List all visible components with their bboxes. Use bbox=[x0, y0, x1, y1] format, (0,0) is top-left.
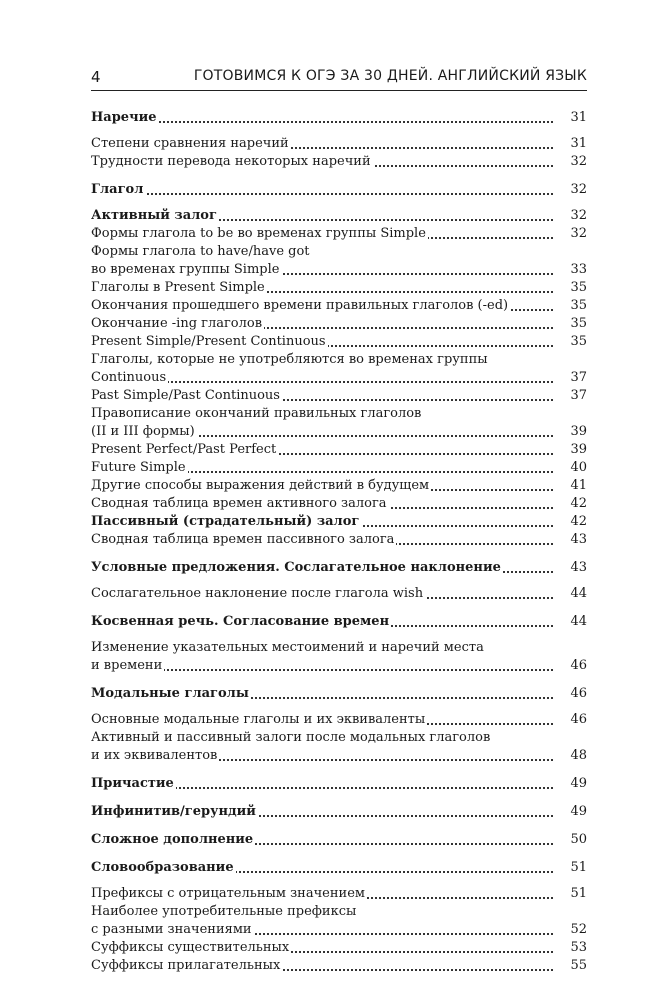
toc-entry bbox=[91, 803, 587, 821]
toc-page-number: 37 bbox=[566, 369, 587, 387]
toc-page-number: 49 bbox=[566, 775, 587, 793]
toc-entry bbox=[91, 279, 587, 297]
page-header bbox=[91, 68, 587, 90]
toc-entry bbox=[91, 939, 587, 957]
toc-entry-title: Глагол bbox=[91, 182, 144, 197]
toc-entry bbox=[91, 351, 587, 369]
toc-entry-title: (II и III формы) bbox=[91, 424, 195, 439]
toc-entry-title: Активный залог bbox=[91, 208, 217, 223]
toc-entry-title: Наречие bbox=[91, 110, 157, 125]
toc-entry bbox=[91, 181, 587, 199]
toc-entry-title: Continuous bbox=[91, 370, 167, 385]
toc-entry-title: Суффиксы существительных bbox=[91, 940, 290, 955]
toc-page-number: 32 bbox=[566, 181, 587, 199]
toc-entry bbox=[91, 859, 587, 877]
toc-entry-title: Пассивный (страдательный) залог bbox=[91, 514, 360, 529]
toc-page-number: 46 bbox=[566, 711, 587, 729]
toc-entry-title: Префиксы с отрицательным значением bbox=[91, 886, 366, 901]
toc-entry-title: Причастие bbox=[91, 776, 174, 791]
toc-entry-title: и их эквивалентов bbox=[91, 748, 218, 763]
toc-entry bbox=[91, 903, 587, 921]
toc-page-number: 35 bbox=[566, 297, 587, 315]
toc-entry bbox=[91, 657, 587, 675]
toc-entry bbox=[91, 513, 587, 531]
toc-entry-title: Активный и пассивный залоги после модальных глаголов bbox=[91, 730, 491, 745]
toc-entry-title: Сложное дополнение bbox=[91, 832, 254, 847]
toc-page-number: 44 bbox=[566, 585, 587, 603]
toc-page-number: 32 bbox=[566, 153, 587, 171]
toc-page-number: 43 bbox=[566, 531, 587, 549]
toc-page-number: 51 bbox=[566, 885, 587, 903]
toc-entry bbox=[91, 531, 587, 549]
running-title: ГОТОВИМСЯ К ОГЭ ЗА 30 ДНЕЙ. АНГЛИЙСКИЙ ЯЗЫК bbox=[193, 68, 587, 84]
toc-entry bbox=[91, 957, 587, 975]
toc-entry bbox=[91, 685, 587, 703]
toc-entry-title: Формы глагола to be во временах группы Simple bbox=[91, 226, 426, 241]
toc-entry-title: Основные модальные глаголы и их эквиваленты bbox=[91, 712, 426, 727]
toc-page-number: 49 bbox=[566, 803, 587, 821]
toc-page-number: 42 bbox=[566, 495, 587, 513]
toc-entry-title: во временах группы Simple bbox=[91, 262, 280, 277]
toc-entry bbox=[91, 315, 587, 333]
toc-entry bbox=[91, 225, 587, 243]
toc-entry-title: Другие способы выражения действий в будущем bbox=[91, 478, 430, 493]
toc-page-number: 31 bbox=[566, 135, 587, 153]
toc-entry-title: Словообразование bbox=[91, 860, 234, 875]
toc-page-number: 46 bbox=[566, 685, 587, 703]
toc-entry-title: Present Simple/Present Continuous bbox=[91, 334, 326, 349]
toc-page-number: 52 bbox=[566, 921, 587, 939]
toc-entry-title: Окончание -ing глаголов bbox=[91, 316, 263, 331]
toc-entry bbox=[91, 441, 587, 459]
toc-entry bbox=[91, 729, 587, 747]
toc-entry bbox=[91, 369, 587, 387]
toc-page-number: 32 bbox=[566, 225, 587, 243]
toc-entry bbox=[91, 207, 587, 225]
toc-entry-title: Future Simple bbox=[91, 460, 186, 475]
dot-leader bbox=[91, 121, 553, 123]
toc-entry bbox=[91, 459, 587, 477]
toc-entry bbox=[91, 109, 587, 127]
toc-entry-title: Наиболее употребительные префиксы bbox=[91, 904, 357, 919]
toc-page-number: 31 bbox=[566, 109, 587, 127]
toc-entry-title: Сослагательное наклонение после глагола wish bbox=[91, 586, 424, 601]
toc-page-number: 44 bbox=[566, 613, 587, 631]
table-of-contents bbox=[91, 109, 587, 975]
toc-entry bbox=[91, 921, 587, 939]
toc-entry-title: Окончания прошедшего времени правильных глаголов (-ed) bbox=[91, 298, 509, 313]
toc-page-number: 37 bbox=[566, 387, 587, 405]
toc-entry bbox=[91, 153, 587, 171]
toc-entry-title: и времени bbox=[91, 658, 163, 673]
toc-entry-title: Глаголы, которые не употребляются во временах группы bbox=[91, 352, 488, 367]
toc-entry bbox=[91, 885, 587, 903]
toc-entry bbox=[91, 775, 587, 793]
toc-entry bbox=[91, 477, 587, 495]
toc-entry-title: Суффиксы прилагательных bbox=[91, 958, 281, 973]
toc-entry bbox=[91, 639, 587, 657]
toc-entry bbox=[91, 387, 587, 405]
toc-page-number: 32 bbox=[566, 207, 587, 225]
toc-page-number: 55 bbox=[566, 957, 587, 975]
toc-page-number: 39 bbox=[566, 441, 587, 459]
toc-entry-title: Степени сравнения наречий bbox=[91, 136, 289, 151]
toc-page-number: 40 bbox=[566, 459, 587, 477]
toc-entry bbox=[91, 333, 587, 351]
toc-entry-title: с разными значениями bbox=[91, 922, 252, 937]
toc-page-number: 35 bbox=[566, 333, 587, 351]
toc-entry-title: Трудности перевода некоторых наречий bbox=[91, 154, 371, 169]
toc-entry-title: Present Perfect/Past Perfect bbox=[91, 442, 277, 457]
toc-entry bbox=[91, 747, 587, 765]
page-number: 4 bbox=[91, 68, 101, 86]
toc-entry bbox=[91, 243, 587, 261]
toc-entry-title: Косвенная речь. Согласование времен bbox=[91, 614, 390, 629]
toc-entry bbox=[91, 711, 587, 729]
toc-entry bbox=[91, 423, 587, 441]
toc-entry-title: Правописание окончаний правильных глаголов bbox=[91, 406, 422, 421]
toc-entry bbox=[91, 495, 587, 513]
toc-page-number: 35 bbox=[566, 279, 587, 297]
toc-page-number: 33 bbox=[566, 261, 587, 279]
toc-entry-title: Глаголы в Present Simple bbox=[91, 280, 265, 295]
toc-entry-title: Сводная таблица времен пассивного залога bbox=[91, 532, 395, 547]
header-rule bbox=[91, 90, 587, 91]
toc-entry-title: Инфинитив/герундий bbox=[91, 804, 256, 819]
toc-page-number: 53 bbox=[566, 939, 587, 957]
toc-entry-title: Формы глагола to have/have got bbox=[91, 244, 310, 259]
toc-page-number: 43 bbox=[566, 559, 587, 577]
toc-page-number: 50 bbox=[566, 831, 587, 849]
toc-page-number: 35 bbox=[566, 315, 587, 333]
toc-page-number: 48 bbox=[566, 747, 587, 765]
toc-page-number: 42 bbox=[566, 513, 587, 531]
toc-entry-title: Модальные глаголы bbox=[91, 686, 249, 701]
toc-entry bbox=[91, 613, 587, 631]
toc-entry bbox=[91, 135, 587, 153]
toc-entry bbox=[91, 297, 587, 315]
toc-page-number: 41 bbox=[566, 477, 587, 495]
toc-entry-title: Past Simple/Past Continuous bbox=[91, 388, 280, 403]
toc-entry bbox=[91, 559, 587, 577]
toc-entry bbox=[91, 585, 587, 603]
toc-page-number: 46 bbox=[566, 657, 587, 675]
toc-page-number: 51 bbox=[566, 859, 587, 877]
toc-page-number: 39 bbox=[566, 423, 587, 441]
toc-entry bbox=[91, 261, 587, 279]
toc-entry bbox=[91, 405, 587, 423]
toc-entry-title: Условные предложения. Сослагательное наклонение bbox=[91, 560, 501, 575]
toc-entry-title: Сводная таблица времен активного залога bbox=[91, 496, 387, 511]
toc-entry-title: Изменение указательных местоимений и наречий места bbox=[91, 640, 484, 655]
dot-leader bbox=[91, 193, 553, 195]
toc-entry bbox=[91, 831, 587, 849]
